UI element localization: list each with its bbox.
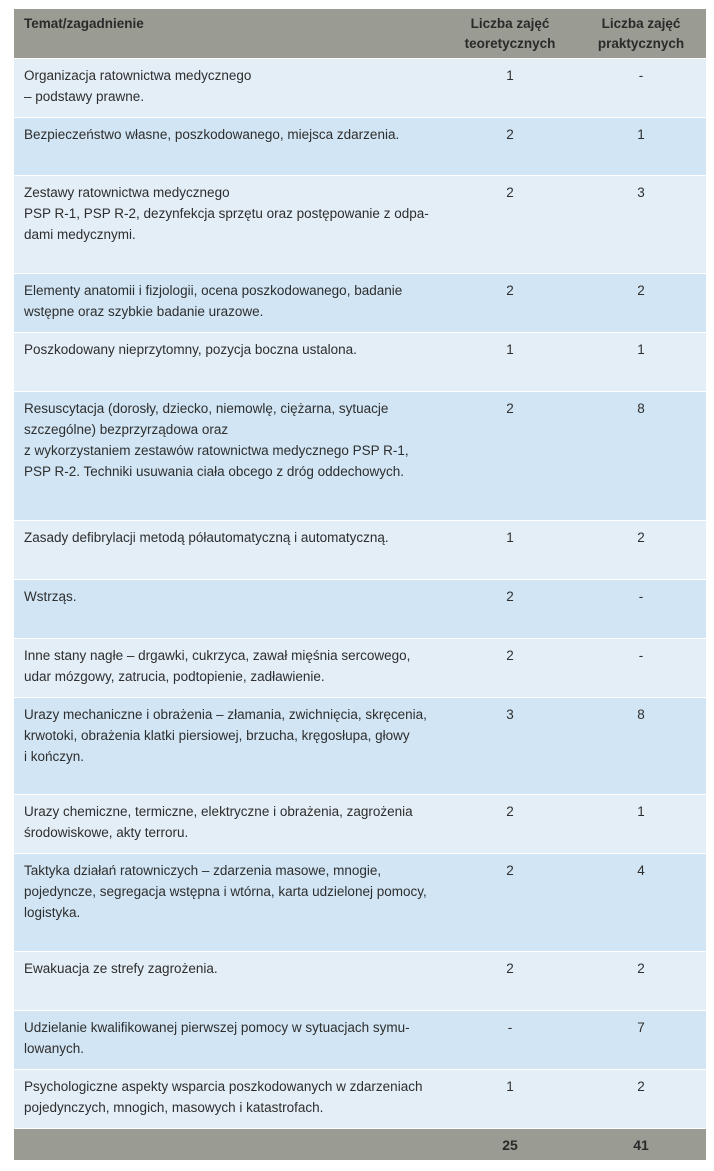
topic-cell (14, 392, 444, 521)
table-body (14, 59, 706, 1129)
topic-line: logistyka. (24, 905, 81, 920)
topic-line: Urazy mechaniczne i obrażenia – złamania, zwichnięcia, skręcenia, (24, 707, 427, 722)
topic-line: wstępne oraz szybkie badanie urazowe. (24, 304, 264, 319)
total-practice: 41 (576, 1129, 706, 1161)
topic-line: Resuscytacja (dorosły, dziecko, niemowlę, ciężarna, sytuacje (24, 401, 389, 416)
theory-count-cell: 2 (444, 795, 576, 854)
table-row (14, 118, 706, 176)
topic-line: szczególne) bezprzyrządowa oraz (24, 422, 229, 437)
table-row (14, 1070, 706, 1129)
topic-cell (14, 854, 444, 952)
topic-line: z wykorzystaniem zestawów ratownictwa medycznego PSP R-1, (24, 443, 409, 458)
practice-count-cell: 4 (576, 854, 706, 952)
table-row (14, 795, 706, 854)
practice-count-cell: 2 (576, 1070, 706, 1129)
theory-count-cell: 1 (444, 1070, 576, 1129)
theory-count-cell: 2 (444, 274, 576, 333)
topic-line: Ewakuacja ze strefy zagrożenia. (24, 961, 218, 976)
practice-count-cell: - (576, 580, 706, 639)
topic-cell (14, 1011, 444, 1070)
topic-line: pojedynczych, mnogich, masowych i katastrofach. (24, 1100, 324, 1115)
header-theory-line: Liczba zajęć (470, 16, 550, 31)
topic-cell (14, 639, 444, 698)
topic-cell (14, 952, 444, 1011)
practice-count-cell: 2 (576, 274, 706, 333)
topic-cell (14, 118, 444, 176)
topic-line: – podstawy prawne. (24, 89, 145, 104)
topic-cell (14, 333, 444, 392)
topic-line: środowiskowe, akty terroru. (24, 825, 189, 840)
topic-line: Urazy chemiczne, termiczne, elektryczne i obrażenia, zagrożenia (24, 804, 413, 819)
topic-cell (14, 698, 444, 795)
table-header-row (14, 9, 706, 59)
table-row (14, 639, 706, 698)
table-row (14, 580, 706, 639)
topic-line: Inne stany nagłe – drgawki, cukrzyca, zawał mięśnia sercowego, (24, 648, 411, 663)
practice-count-cell: 2 (576, 521, 706, 580)
topic-cell (14, 1070, 444, 1129)
table-row (14, 952, 706, 1011)
totals-row (14, 1129, 706, 1161)
theory-count-cell: 3 (444, 698, 576, 795)
course-schedule-table (14, 9, 706, 1160)
theory-count-cell: 2 (444, 118, 576, 176)
theory-count-cell: 2 (444, 176, 576, 274)
topic-line: lowanych. (24, 1041, 85, 1056)
practice-count-cell: 1 (576, 333, 706, 392)
theory-count-cell: 2 (444, 639, 576, 698)
topic-line: Zasady defibrylacji metodą półautomatyczną i automatyczną. (24, 530, 389, 545)
topic-cell (14, 795, 444, 854)
topic-line: Zestawy ratownictwa medycznego (24, 185, 230, 200)
theory-count-cell: 2 (444, 580, 576, 639)
table-row (14, 521, 706, 580)
totals-label-cell (14, 1129, 444, 1161)
topic-line: Psychologiczne aspekty wsparcia poszkodowanych w zdarzeniach (24, 1079, 423, 1094)
topic-cell (14, 274, 444, 333)
practice-count-cell: - (576, 59, 706, 118)
header-theory (444, 9, 576, 59)
theory-count-cell: 1 (444, 59, 576, 118)
practice-count-cell: 8 (576, 698, 706, 795)
topic-line: Organizacja ratownictwa medycznego (24, 68, 252, 83)
table-row (14, 698, 706, 795)
theory-count-cell: - (444, 1011, 576, 1070)
theory-count-cell: 1 (444, 333, 576, 392)
table-row (14, 333, 706, 392)
topic-line: dami medycznymi. (24, 227, 136, 242)
theory-count-cell: 2 (444, 854, 576, 952)
topic-line: PSP R-1, PSP R-2, dezynfekcja sprzętu oraz postępowanie z odpa- (24, 206, 429, 221)
topic-cell (14, 521, 444, 580)
course-table-wrapper (14, 9, 706, 1160)
topic-line: udar mózgowy, zatrucia, podtopienie, zadławienie. (24, 669, 325, 684)
total-theory: 25 (444, 1129, 576, 1161)
theory-count-cell: 2 (444, 952, 576, 1011)
table-row (14, 59, 706, 118)
practice-count-cell: - (576, 639, 706, 698)
practice-count-cell: 7 (576, 1011, 706, 1070)
header-topic: Temat/zagadnienie (14, 9, 444, 59)
topic-line: pojedyncze, segregacja wstępna i wtórna, karta udzielonej pomocy, (24, 884, 427, 899)
table-row (14, 1011, 706, 1070)
table-row (14, 274, 706, 333)
topic-line: i kończyn. (24, 749, 85, 764)
header-practice (576, 9, 706, 59)
theory-count-cell: 2 (444, 392, 576, 521)
practice-count-cell: 3 (576, 176, 706, 274)
practice-count-cell: 2 (576, 952, 706, 1011)
table-row (14, 176, 706, 274)
practice-count-cell: 1 (576, 118, 706, 176)
topic-line: Bezpieczeństwo własne, poszkodowanego, miejsca zdarzenia. (24, 127, 400, 142)
header-theory-line: teoretycznych (464, 36, 556, 51)
topic-line: Taktyka działań ratowniczych – zdarzenia masowe, mnogie, (24, 863, 382, 878)
header-practice-line: praktycznych (597, 36, 685, 51)
topic-line: Udzielanie kwalifikowanej pierwszej pomocy w sytuacjach symu- (24, 1020, 410, 1035)
topic-line: Elementy anatomii i fizjologii, ocena poszkodowanego, badanie (24, 283, 403, 298)
practice-count-cell: 1 (576, 795, 706, 854)
theory-count-cell: 1 (444, 521, 576, 580)
topic-line: krwotoki, obrażenia klatki piersiowej, brzucha, kręgosłupa, głowy (24, 728, 410, 743)
practice-count-cell: 8 (576, 392, 706, 521)
table-row (14, 392, 706, 521)
topic-line: PSP R-2. Techniki usuwania ciała obcego z dróg oddechowych. (24, 464, 404, 479)
table-row (14, 854, 706, 952)
topic-line: Poszkodowany nieprzytomny, pozycja boczna ustalona. (24, 342, 357, 357)
topic-cell (14, 580, 444, 639)
topic-cell (14, 59, 444, 118)
topic-cell (14, 176, 444, 274)
topic-line: Wstrząs. (24, 589, 77, 604)
header-practice-line: Liczba zajęć (601, 16, 681, 31)
